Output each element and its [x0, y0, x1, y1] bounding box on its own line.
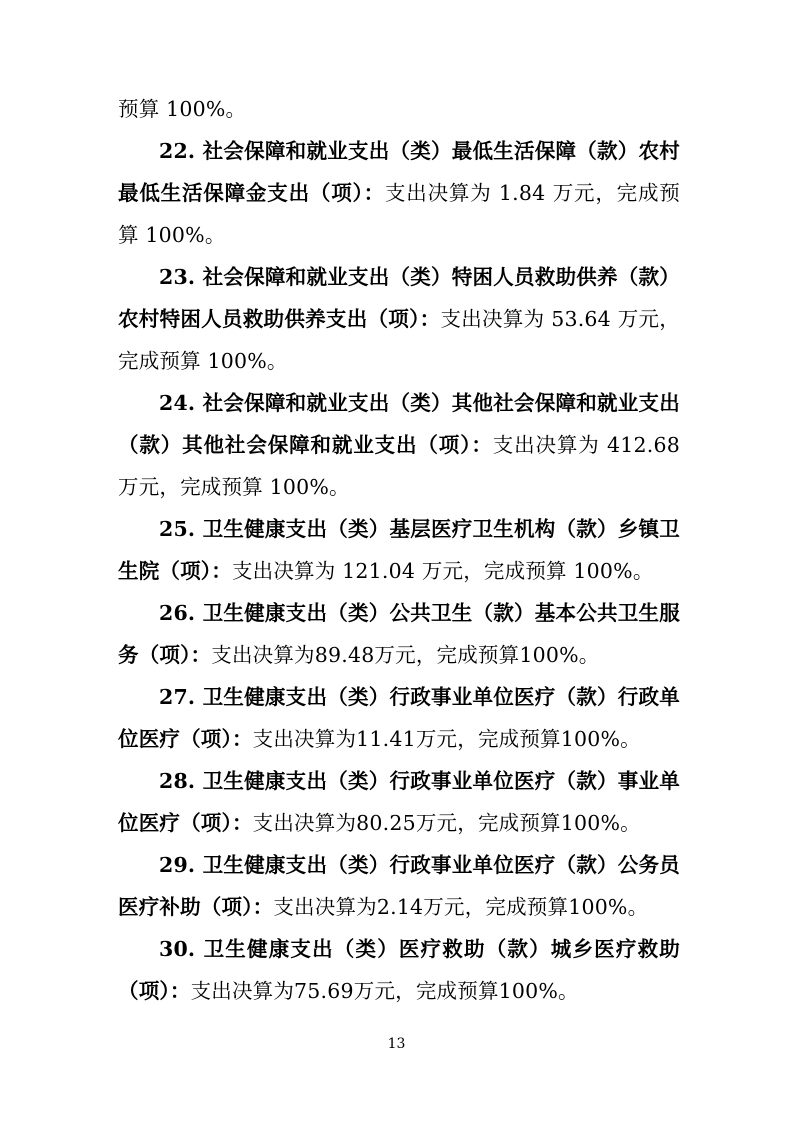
paragraph-text: 支出决算为75.69万元，完成预算100%。 [190, 979, 579, 1003]
paragraph-bold-lead: 29. 卫生健康支出（类）行政事业单位医疗（款）公务员医疗补助（项）： [118, 853, 680, 919]
paragraph-item-24 [118, 382, 680, 508]
paragraph-text: 支出决算为 412.68 万元，完成预算 100%。 [118, 433, 680, 499]
page-number: 13 [387, 1036, 406, 1052]
paragraph-text: 支出决算为11.41万元，完成预算100%。 [252, 727, 641, 751]
paragraph-item-29 [118, 844, 680, 928]
paragraph-bold-lead: 26. 卫生健康支出（类）公共卫生（款）基本公共卫生服务（项）： [118, 601, 680, 667]
paragraph-text: 支出决算为 53.64 万元，完成预算 100%。 [118, 307, 680, 373]
paragraph-text: 支出决算为2.14万元，完成预算100%。 [273, 895, 649, 919]
paragraph-bold-lead: 25. 卫生健康支出（类）基层医疗卫生机构（款）乡镇卫生院（项）： [118, 517, 680, 583]
paragraph-item-30 [118, 928, 680, 1012]
paragraph-item-25 [118, 508, 680, 592]
paragraph-bold-lead: 22. 社会保障和就业支出（类）最低生活保障（款）农村最低生活保障金支出（项）： [118, 139, 680, 205]
paragraph-continuation [118, 88, 680, 130]
paragraph-bold-lead: 28. 卫生健康支出（类）行政事业单位医疗（款）事业单位医疗（项）： [118, 769, 680, 835]
paragraph-bold-lead: 24. 社会保障和就业支出（类）其他社会保障和就业支出（款）其他社会保障和就业支出（项）： [118, 391, 680, 457]
paragraph-item-27 [118, 676, 680, 760]
paragraph-bold-lead: 30. 卫生健康支出（类）医疗救助（款）城乡医疗救助（项）： [118, 937, 680, 1003]
paragraph-item-28 [118, 760, 680, 844]
paragraph-item-22 [118, 130, 680, 256]
paragraph-text: 支出决算为 121.04 万元，完成预算 100%。 [231, 559, 654, 583]
paragraph-item-26 [118, 592, 680, 676]
paragraph-text: 预算 100%。 [118, 97, 247, 121]
paragraph-text: 支出决算为89.48万元，完成预算100%。 [211, 643, 600, 667]
paragraph-item-23 [118, 256, 680, 382]
paragraph-text: 支出决算为 1.84 万元，完成预算 100%。 [118, 181, 680, 247]
document-body [118, 88, 680, 1012]
paragraph-bold-lead: 23. 社会保障和就业支出（类）特困人员救助供养（款）农村特困人员救助供养支出（项）： [118, 265, 680, 331]
paragraph-text: 支出决算为80.25万元，完成预算100%。 [252, 811, 641, 835]
paragraph-bold-lead: 27. 卫生健康支出（类）行政事业单位医疗（款）行政单位医疗（项）： [118, 685, 680, 751]
